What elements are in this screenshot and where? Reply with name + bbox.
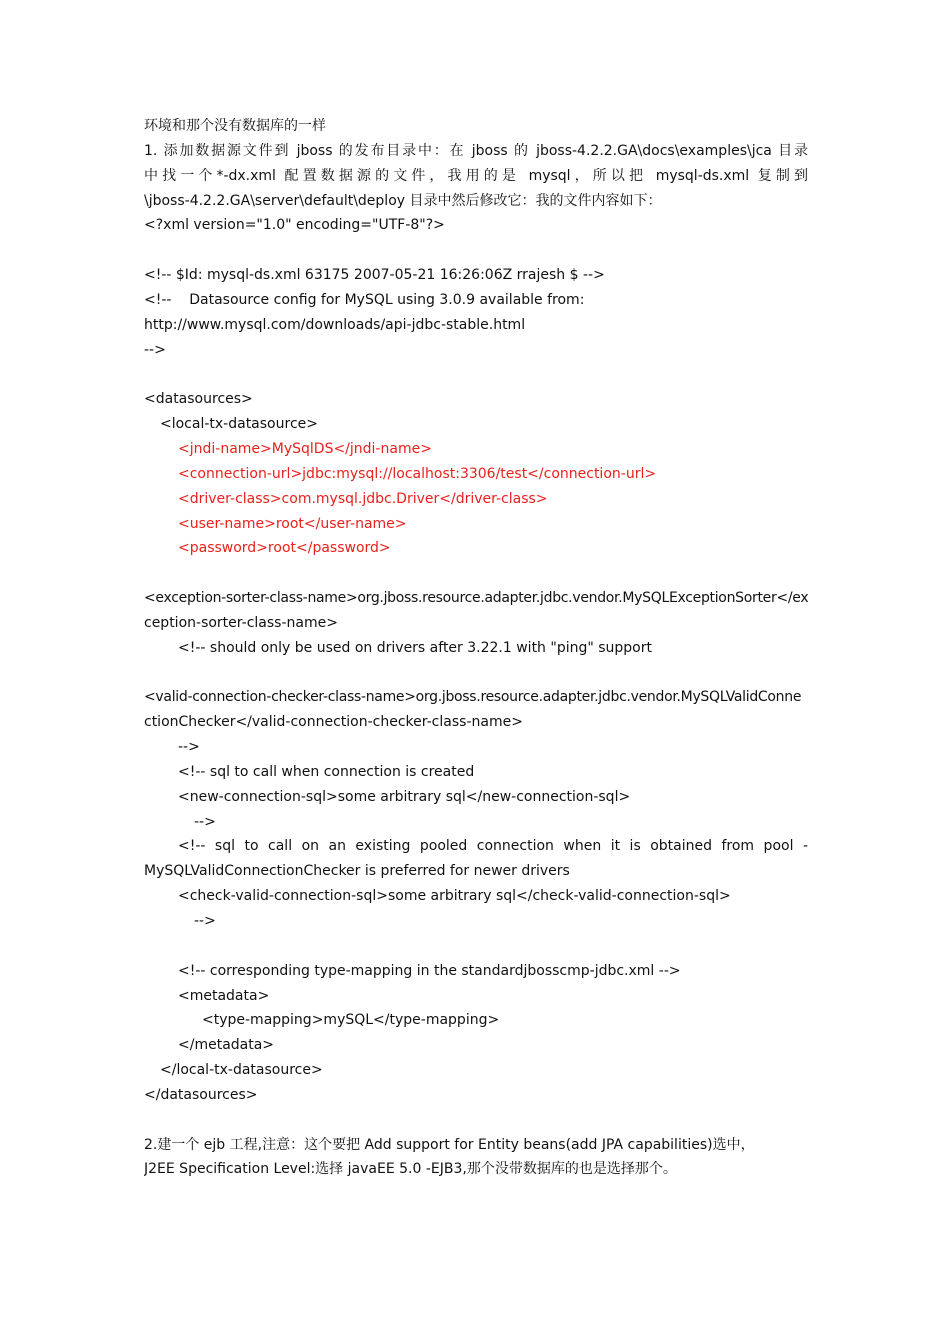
code-line: <!-- should only be used on drivers after 3.22.1 with "ping" support [178,639,652,656]
code-line: ctionChecker</valid-connection-checker-class-name> [144,714,523,731]
code-line-highlight: <password>root</password> [178,540,391,557]
code-line-highlight: <driver-class>com.mysql.jdbc.Driver</driver-class> [178,490,548,507]
blank-line [144,934,808,959]
code-line: MySQLValidConnectionChecker is preferred for newer drivers [144,863,570,880]
code-line: <exception-sorter-class-name>org.jboss.resource.adapter.jdbc.vendor.MySQLExceptionSorter</ex [144,590,808,607]
code-line: </local-tx-datasource> [160,1062,323,1079]
blank-line [144,362,808,387]
code-line: <!-- corresponding type-mapping in the standardjbosscmp-jdbc.xml --> [178,962,681,979]
code-line: <valid-connection-checker-class-name>org.jboss.resource.adapter.jdbc.vendor.MySQLValidConne [144,689,802,706]
code-line: <!-- $Id: mysql-ds.xml 63175 2007-05-21 16:26:06Z rrajesh $ --> [144,267,605,284]
text-line-step2-cont: J2EE Specification Level:选择 javaEE 5.0 -EJB3,那个没带数据库的也是选择那个。 [144,1161,677,1178]
code-line: <metadata> [178,987,270,1004]
code-line: <!-- sql to call on an existing pooled connection when it is obtained from pool - [178,838,808,855]
blank-line [144,561,808,586]
blank-line [144,238,808,263]
blank-line [144,1108,808,1133]
code-line: --> [194,913,216,929]
code-line-highlight: <jndi-name>MySqlDS</jndi-name> [178,440,432,457]
text-line-step1-cont: 中找一个*-dx.xml 配置数据源的文件，我用的是 mysql，所以把 mysql-ds.xml 复制到 [144,167,808,184]
code-line: </metadata> [178,1037,275,1054]
code-line: --> [144,341,166,358]
code-line-highlight: <user-name>root</user-name> [178,515,407,532]
document-body [144,114,808,1182]
code-line: <new-connection-sql>some arbitrary sql</new-connection-sql> [178,788,631,805]
blank-line [144,661,808,686]
code-line-highlight: <connection-url>jdbc:mysql://localhost:3306/test</connection-url> [178,465,657,482]
code-line: <local-tx-datasource> [160,416,318,433]
text-line-step1: 1. 添加数据源文件到 jboss 的发布目录中：在 jboss 的 jboss-4.2.2.GA\docs\examples\jca 目录 [144,142,808,159]
code-line: --> [194,813,216,830]
code-line: ception-sorter-class-name> [144,614,338,631]
code-line: <!-- sql to call when connection is created [178,763,475,780]
code-line: <datasources> [144,391,253,408]
text-line-step1-end: \jboss-4.2.2.GA\server\default\deploy 目录中然后修改它：我的文件内容如下： [144,192,662,209]
code-line: --> [178,739,200,756]
code-line: http://www.mysql.com/downloads/api-jdbc-stable.html [144,316,526,333]
code-line: </datasources> [144,1086,258,1103]
code-line: <type-mapping>mySQL</type-mapping> [202,1012,500,1029]
text-line-step2: 2.建一个 ejb 工程,注意：这个要把 Add support for Entity beans(add JPA capabilities)选中， [144,1136,755,1153]
code-line: <check-valid-connection-sql>some arbitrary sql</check-valid-connection-sql> [178,888,731,905]
code-line: <!-- Datasource config for MySQL using 3.0.9 available from: [144,291,585,308]
code-line: <?xml version="1.0" encoding="UTF-8"?> [144,217,445,234]
text-line-intro: 环境和那个没有数据库的一样 [144,118,326,134]
